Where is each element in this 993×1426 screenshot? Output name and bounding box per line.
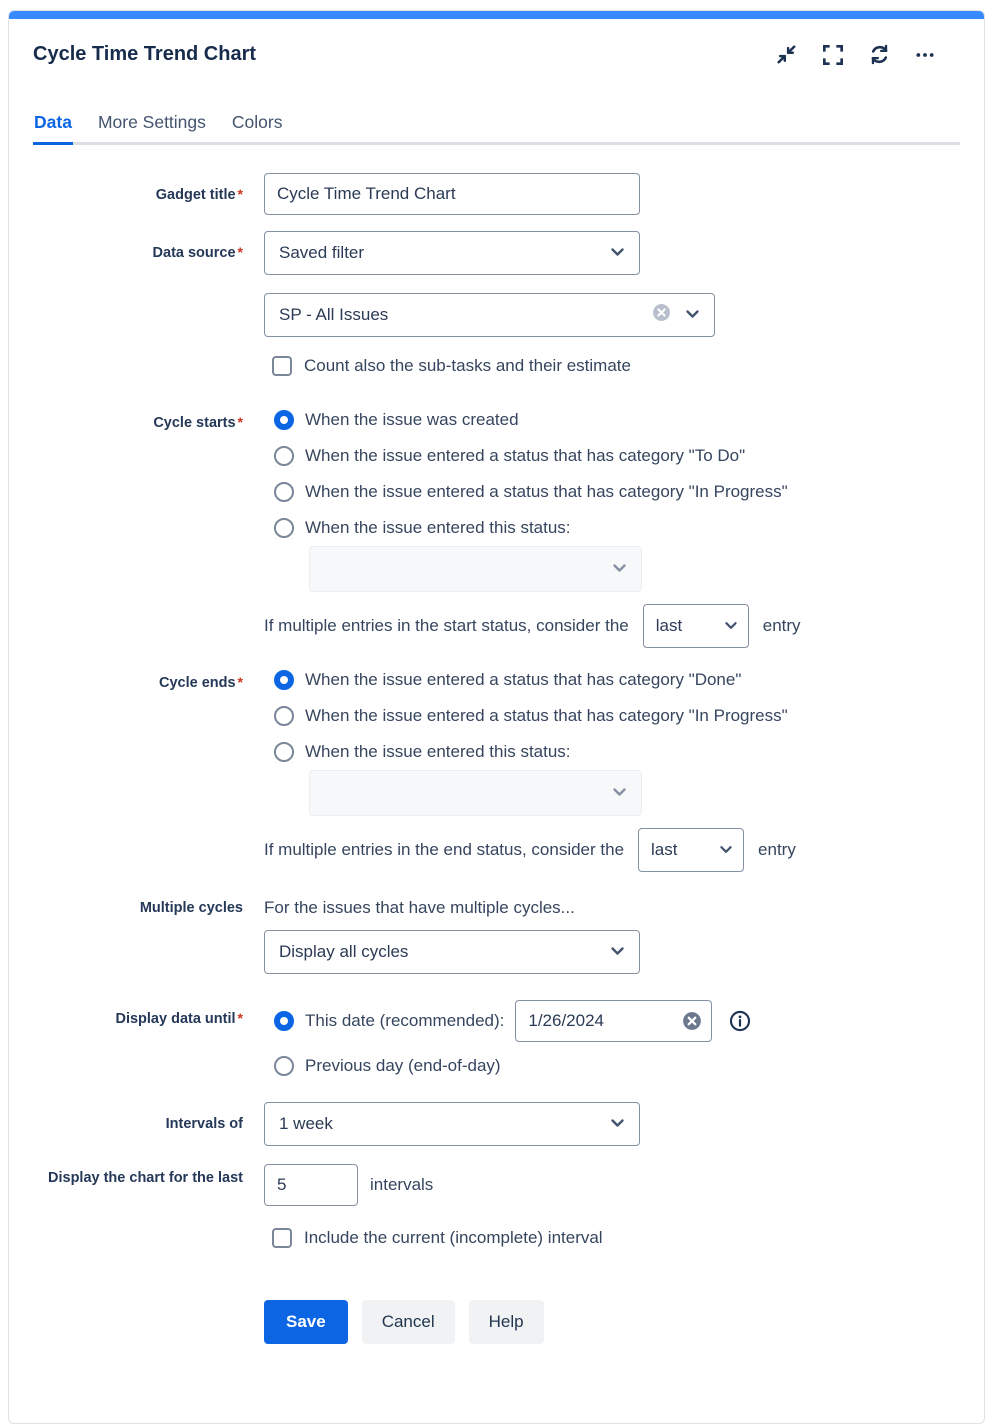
cycle-starts-radio-todo[interactable] (274, 446, 294, 466)
multiple-end-note: If multiple entries in the end status, consider the (264, 840, 625, 859)
help-button[interactable]: Help (469, 1300, 544, 1344)
cycle-ends-status-select[interactable] (309, 770, 642, 816)
include-current-label: Include the current (incomplete) interval (304, 1228, 603, 1247)
required-marker: * (237, 186, 243, 202)
count-subtasks-label: Count also the sub-tasks and their estimate (304, 356, 631, 375)
multiple-end-note-suffix: entry (758, 840, 796, 859)
intervals-of-label: Intervals of (165, 1116, 243, 1132)
fullscreen-icon[interactable] (822, 44, 844, 66)
chevron-down-icon (610, 1114, 625, 1134)
cycle-ends-radio-status[interactable] (274, 742, 294, 762)
cycle-starts-radio-created[interactable] (274, 410, 294, 430)
this-date-radio[interactable] (274, 1011, 294, 1031)
chevron-down-icon (610, 243, 625, 263)
tab-bar (33, 112, 960, 145)
gadget-header (33, 19, 960, 66)
count-subtasks-checkbox[interactable] (272, 356, 292, 376)
cycle-ends-radio-done[interactable] (274, 670, 294, 690)
cycle-ends-radio-inprogress[interactable] (274, 706, 294, 726)
last-intervals-label: Display the chart for the last (48, 1170, 243, 1186)
gadget-card (8, 10, 985, 1424)
data-source-label: Data source * (152, 244, 243, 261)
multiple-cycles-label: Multiple cycles (139, 900, 243, 916)
intervals-suffix: intervals (370, 1175, 434, 1194)
cycle-starts-radio-status[interactable] (274, 518, 294, 538)
intervals-of-select[interactable]: 1 week (264, 1102, 640, 1146)
chevron-down-icon (719, 840, 733, 860)
saved-filter-select[interactable]: SP - All Issues (264, 293, 715, 337)
chevron-down-icon (724, 616, 738, 636)
required-marker: * (237, 1010, 243, 1026)
required-marker: * (237, 674, 243, 690)
gadget-title-label: Gadget title * (155, 186, 243, 203)
minimize-icon[interactable] (776, 44, 798, 66)
clear-date-icon[interactable] (682, 1011, 702, 1031)
multiple-start-note: If multiple entries in the start status, consider the (264, 616, 629, 635)
cancel-button[interactable]: Cancel (362, 1300, 455, 1344)
gadget-title: Cycle Time Trend Chart (33, 43, 257, 65)
end-entry-select[interactable]: last (638, 828, 744, 872)
more-icon[interactable] (914, 44, 936, 66)
start-entry-select[interactable]: last (643, 604, 749, 648)
intervals-count-input[interactable] (264, 1164, 358, 1206)
chevron-down-icon (612, 783, 627, 803)
tab-more-settings[interactable]: More Settings (97, 112, 206, 132)
gadget-config-form: Gadget title * Cycle Time Trend Chart Data source * Saved filter SP - All Issues Count also the sub-tasks and their estimate Cycle starts * When the issue was created When the issue entered a status that has category "To Do" When the issue entered a status that has category "In Progress" When the issue entered this status: If multiple entries in the start status, consider the last entry Cycle ends * When the issue entered a status that has category "Done" When the issue entered a status that has category "In Progress" When the issue entered this status: If multiple entries in the end status, consider the last entry Multiple cycles For the issues that have multiple cycles... Display all cycles Display data until * This date (recommended): 1/26/2024 Previous day (end-of-day) Intervals of 1 week Display the chart for the last 5 intervals Include the current (incomplete) interval Save Cancel Help (33, 173, 960, 1344)
chevron-down-icon (610, 942, 625, 962)
gadget-accent-bar (9, 11, 984, 19)
multiple-cycles-description: For the issues that have multiple cycles... (264, 898, 575, 917)
cycle-starts-label: Cycle starts * (153, 414, 243, 431)
required-marker: * (237, 244, 243, 260)
cycle-starts-status-select[interactable] (309, 546, 642, 592)
cycle-starts-radio-inprogress[interactable] (274, 482, 294, 502)
tab-data[interactable]: Data (33, 112, 73, 145)
chevron-down-icon (612, 559, 627, 579)
multiple-cycles-select[interactable]: Display all cycles (264, 930, 640, 974)
tab-colors[interactable]: Colors (231, 112, 283, 132)
clear-filter-icon[interactable] (652, 303, 671, 327)
data-source-select[interactable]: Saved filter (264, 231, 640, 275)
required-marker: * (237, 414, 243, 430)
info-icon[interactable] (729, 1010, 751, 1032)
chevron-down-icon (685, 305, 700, 325)
refresh-icon[interactable] (868, 44, 890, 66)
include-current-checkbox[interactable] (272, 1228, 292, 1248)
cycle-ends-label: Cycle ends * (158, 674, 243, 691)
save-button[interactable]: Save (264, 1300, 348, 1344)
previous-day-radio[interactable] (274, 1056, 294, 1076)
gadget-title-input[interactable] (264, 173, 640, 215)
display-data-until-label: Display data until * (115, 1010, 243, 1027)
multiple-start-note-suffix: entry (762, 616, 801, 635)
